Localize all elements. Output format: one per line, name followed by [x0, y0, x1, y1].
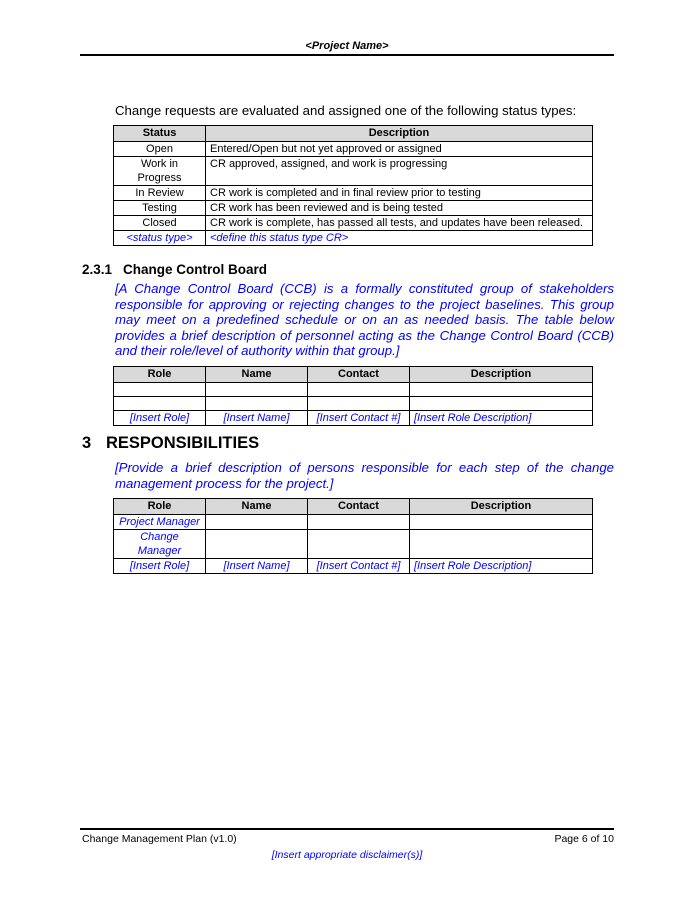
- table-header-row: [114, 499, 593, 515]
- table-cell: [410, 397, 593, 411]
- table-cell: [410, 530, 593, 559]
- table-row: [114, 559, 593, 574]
- section-title: RESPONSIBILITIES: [106, 434, 260, 452]
- table-row: [114, 383, 593, 397]
- section-number: 2.3.1: [82, 262, 113, 277]
- column-header: Status: [114, 126, 206, 142]
- table-cell: [206, 515, 308, 530]
- column-header: Name: [206, 499, 308, 515]
- role-cell: [Insert Role]: [114, 559, 206, 574]
- status-cell: <status type>: [114, 231, 206, 246]
- role-cell: Change Manager: [114, 530, 206, 559]
- table-header-row: [114, 367, 593, 383]
- column-header: Role: [114, 499, 206, 515]
- table-cell: [308, 383, 410, 397]
- section-paragraph: [Provide a brief description of persons responsible for each step of the change management process for the project.]: [115, 460, 614, 491]
- responsibilities-table: [113, 498, 593, 574]
- contact-cell: [Insert Contact #]: [308, 411, 410, 426]
- ccb-table: [113, 366, 593, 426]
- table-row: [114, 216, 593, 231]
- table-cell: [206, 383, 308, 397]
- table-row: [114, 515, 593, 530]
- column-header: Description: [206, 126, 593, 142]
- table-header-row: [114, 126, 593, 142]
- table-row: [114, 397, 593, 411]
- section-heading: [82, 262, 267, 277]
- name-cell: [Insert Name]: [206, 559, 308, 574]
- table-cell: [410, 383, 593, 397]
- table-cell: [308, 515, 410, 530]
- table-row: [114, 530, 593, 559]
- description-cell: [Insert Role Description]: [410, 559, 593, 574]
- footer-disclaimer: [Insert appropriate disclaimer(s)]: [271, 849, 423, 861]
- role-cell: Project Manager: [114, 515, 206, 530]
- table-row: [114, 201, 593, 216]
- table-row: [114, 411, 593, 426]
- role-cell: [Insert Role]: [114, 411, 206, 426]
- column-header: Contact: [308, 367, 410, 383]
- status-cell: Open: [114, 142, 206, 157]
- contact-cell: [Insert Contact #]: [308, 559, 410, 574]
- column-header: Contact: [308, 499, 410, 515]
- table-cell: [308, 397, 410, 411]
- column-header: Role: [114, 367, 206, 383]
- footer-page-number: Page 6 of 10: [554, 833, 614, 845]
- description-cell: <define this status type CR>: [206, 231, 593, 246]
- description-cell: CR approved, assigned, and work is progressing: [206, 157, 593, 186]
- status-table: [113, 125, 593, 246]
- description-cell: CR work has been reviewed and is being tested: [206, 201, 593, 216]
- status-cell: In Review: [114, 186, 206, 201]
- column-header: Description: [410, 367, 593, 383]
- table-row: [114, 231, 593, 246]
- description-cell: [Insert Role Description]: [410, 411, 593, 426]
- status-cell: Testing: [114, 201, 206, 216]
- table-cell: [114, 397, 206, 411]
- name-cell: [Insert Name]: [206, 411, 308, 426]
- column-header: Name: [206, 367, 308, 383]
- table-cell: [114, 383, 206, 397]
- section-paragraph: [A Change Control Board (CCB) is a formally constituted group of stakeholders responsible for approving or rejecting changes to the project baselines. This group may meet on a predefined schedule or on an as needed basis. The table below provides a brief description of personnel acting as the Change Control Board (CCB) and their role/level of authority within that group.]: [115, 281, 614, 358]
- description-cell: Entered/Open but not yet approved or assigned: [206, 142, 593, 157]
- section-number: 3: [82, 434, 92, 452]
- page-header: <Project Name>: [305, 40, 389, 52]
- description-cell: CR work is completed and in final review prior to testing: [206, 186, 593, 201]
- header-divider: [80, 54, 614, 56]
- section-heading: [82, 434, 259, 453]
- intro-text: Change requests are evaluated and assigned one of the following status types:: [115, 103, 577, 118]
- footer-divider: [80, 828, 614, 830]
- footer-document-title: Change Management Plan (v1.0): [82, 833, 237, 845]
- table-row: [114, 142, 593, 157]
- table-row: [114, 157, 593, 186]
- table-cell: [308, 530, 410, 559]
- table-cell: [206, 530, 308, 559]
- table-cell: [410, 515, 593, 530]
- table-cell: [206, 397, 308, 411]
- section-title: Change Control Board: [123, 262, 267, 277]
- status-cell: Closed: [114, 216, 206, 231]
- description-cell: CR work is complete, has passed all tests, and updates have been released.: [206, 216, 593, 231]
- status-cell: Work in Progress: [114, 157, 206, 186]
- column-header: Description: [410, 499, 593, 515]
- table-row: [114, 186, 593, 201]
